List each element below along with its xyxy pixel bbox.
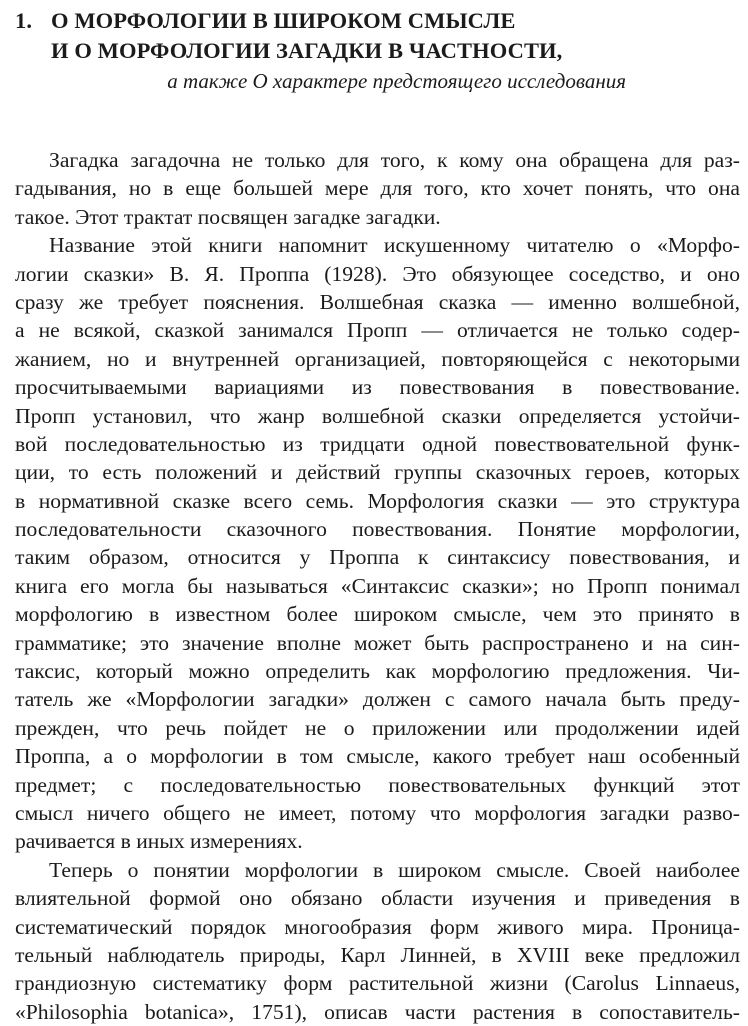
text-line: Теперь о понятии морфологии в широком смысле. Своей наиболее	[49, 857, 740, 882]
text-line: логии сказки» В. Я. Проппа (1928). Это обязующее соседство, и оно	[15, 261, 740, 286]
text-line: грамматике; это значение вполне может быть распространено и на син-	[15, 630, 740, 655]
text-line: влиятельной формой оно обязано области изучения и приведения в	[15, 886, 740, 911]
text-line: последовательности сказочного повествования. Понятие морфологии,	[15, 517, 740, 542]
text-line: жанием, но и внутренней организацией, повторяющейся с некоторыми	[15, 346, 740, 371]
text-line: таксис, который можно определить как морфологию предложения. Чи-	[15, 659, 740, 684]
paragraph	[15, 146, 740, 231]
text-line: татель же «Морфологии загадки» должен с самого начала быть преду-	[15, 687, 740, 712]
chapter-title-line-2: И О МОРФОЛОГИИ ЗАГАДКИ В ЧАСТНОСТИ,	[51, 38, 563, 63]
body-text	[15, 146, 740, 1026]
chapter-title-text-1: О МОРФОЛОГИИ В ШИРОКОМ СМЫСЛЕ	[51, 8, 516, 33]
text-line: тельный наблюдатель природы, Карл Линней, в XVIII веке предложил	[15, 942, 740, 967]
text-line: книга его могла бы называться «Синтаксис сказки»; но Пропп понимал	[15, 573, 740, 598]
text-line: морфологию в известном более широком смысле, чем это принято в	[15, 602, 740, 627]
text-line: таким образом, относится у Проппа к синтаксису повествования, и	[15, 545, 740, 570]
text-line: предмет; с последовательностью повествовательных функций этот	[15, 772, 740, 797]
text-line: «Philosophia botanica», 1751), описав части растения в сопоставитель-	[15, 999, 740, 1024]
paragraph	[15, 231, 740, 856]
chapter-subtitle: а также О характере предстоящего исследования	[167, 69, 626, 93]
text-line: прежден, что речь пойдет не о приложении или продолжении идей	[15, 715, 740, 740]
text-line: Проппа, а о морфологии в том смысле, какого требует наш особенный	[15, 744, 740, 769]
text-line: Название этой книги напомнит искушенному читателю о «Морфо-	[49, 233, 740, 258]
text-line: Пропп установил, что жанр волшебной сказки определяется устойчи-	[15, 403, 740, 428]
text-line: а не всякой, сказкой занимался Пропп — отличается не только содер-	[15, 318, 740, 343]
text-line: вой последовательностью из тридцати одной повествовательной функ-	[15, 431, 740, 456]
text-line: смысл ничего общего не имеет, потому что морфология загадки разво-	[15, 800, 740, 825]
chapter-number: 1.	[15, 8, 33, 33]
chapter-heading	[15, 6, 740, 96]
paragraph	[15, 856, 740, 1026]
chapter-title-line-1	[15, 6, 740, 36]
text-line: Загадка загадочна не только для того, к кому она обращена для раз-	[49, 148, 740, 172]
text-line: рачивается в иных измерениях.	[15, 829, 303, 854]
text-line: систематический порядок многообразия форм живого мира. Проница-	[15, 914, 740, 939]
text-line: гадывания, но в еще большей мере для того, кто хочет понять, что она	[15, 176, 740, 201]
text-line: в нормативной сказке всего семь. Морфология сказки — это структура	[15, 488, 740, 513]
text-line: сразу же требует пояснения. Волшебная сказка — именно волшебной,	[15, 289, 740, 314]
text-line: грандиозную систематику форм растительной жизни (Carolus Linnaeus,	[15, 971, 740, 996]
text-line: такое. Этот трактат посвящен загадке загадки.	[15, 204, 441, 229]
text-line: просчитываемыми вариациями из повествования в повествование.	[15, 375, 740, 400]
text-line: ции, то есть положений и действий группы сказочных героев, которых	[15, 460, 740, 485]
